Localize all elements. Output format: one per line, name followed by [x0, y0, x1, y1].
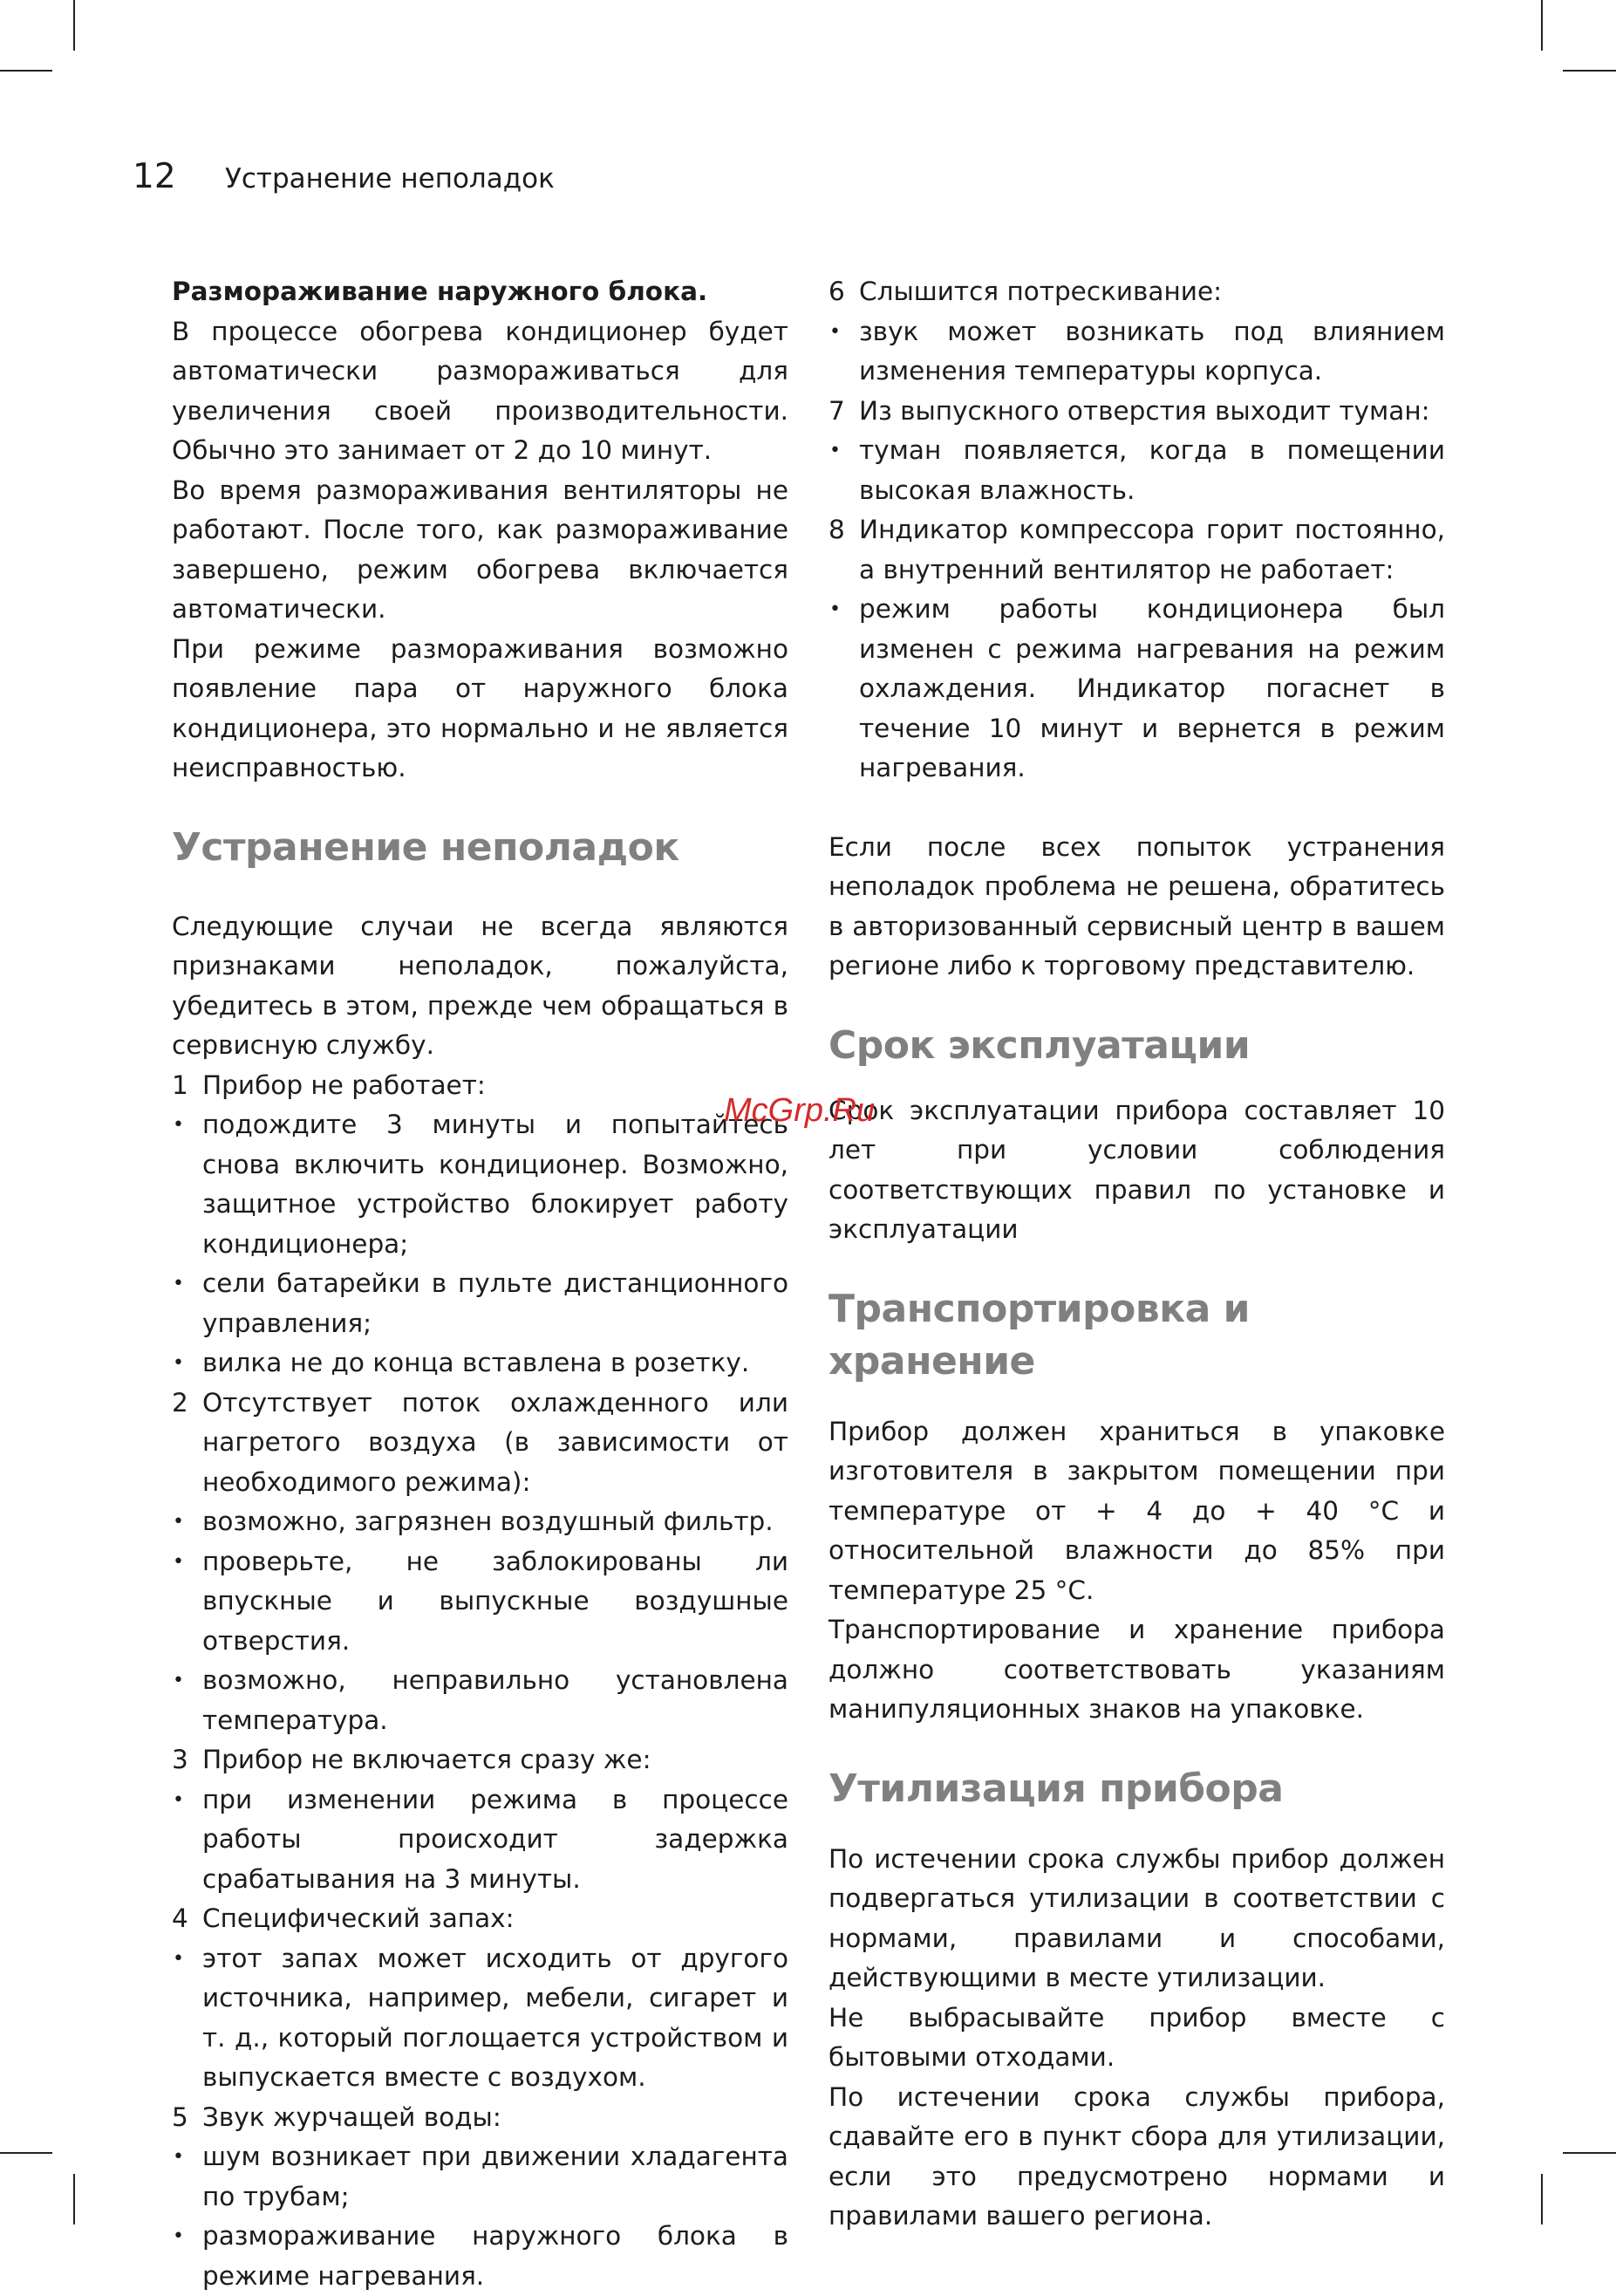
- running-title: Устранение неполадок: [225, 163, 555, 195]
- crop-mark-top-left-v: [73, 0, 75, 51]
- bullet-item: • подождите 3 минуты и попытайтесь снова включить кондиционер. Возможно, защитное устройство блокирует работу кондиционера;: [172, 1105, 788, 1264]
- bullet-item: • туман появляется, когда в помещении высокая влажность.: [828, 431, 1445, 510]
- numbered-item: 7 Из выпускного отверстия выходит туман:: [828, 392, 1445, 432]
- numbered-item: 3 Прибор не включается сразу же:: [172, 1740, 788, 1780]
- bullet-item: • при изменении режима в процессе работы происходит задержка срабатывания на 3 минуты.: [172, 1780, 788, 1900]
- transport-heading: Транспортировка и хранение: [828, 1283, 1445, 1388]
- crop-mark-bottom-left-h: [0, 2152, 52, 2154]
- bullet-item: • проверьте, не заблокированы ли впускные и выпускные воздушные отверстия.: [172, 1542, 788, 1662]
- bullet-item: • возможно, загрязнен воздушный фильтр.: [172, 1502, 788, 1542]
- defrost-paragraph-3: При режиме размораживания возможно появление пара от наружного блока кондиционера, это нормально и не является неисправностью.: [172, 630, 788, 789]
- crop-mark-bottom-right-v: [1541, 2174, 1543, 2224]
- crop-mark-top-right-h: [1563, 70, 1616, 72]
- troubleshooting-list-right: [828, 272, 1445, 789]
- bullet-item: • вилка не до конца вставлена в розетку.: [172, 1343, 788, 1384]
- transport-paragraph-1: Прибор должен храниться в упаковке изготовителя в закрытом помещении при температуре от + 4 до + 40 °C и относительной влажности до 85% при температуре 25 °C.: [828, 1412, 1445, 1611]
- crop-mark-top-right-v: [1541, 0, 1543, 51]
- troubleshooting-heading: Устранение неполадок: [172, 822, 788, 874]
- numbered-item: 4 Специфический запах:: [172, 1899, 788, 1939]
- numbered-item: 8 Индикатор компрессора горит постоянно, а внутренний вентилятор не работает:: [828, 510, 1445, 590]
- disposal-paragraph-2: Не выбрасывайте прибор вместе с бытовыми отходами.: [828, 1999, 1445, 2078]
- troubleshooting-list-left: [172, 1066, 788, 2296]
- defrost-paragraph-2: Во время размораживания вентиляторы не работают. После того, как размораживание завершено, режим обогрева включается автоматически.: [172, 471, 788, 630]
- disposal-heading: Утилизация прибора: [828, 1763, 1445, 1815]
- crop-mark-top-left-h: [0, 70, 52, 72]
- service-life-paragraph: Срок эксплуатации прибора составляет 10 лет при условии соблюдения соответствующих правил по установке и эксплуатации: [828, 1091, 1445, 1250]
- page-number: 12: [133, 157, 225, 196]
- defrost-title: Размораживание наружного блока.: [172, 272, 788, 312]
- numbered-item: 6 Слышится потрескивание:: [828, 272, 1445, 312]
- bullet-item: • размораживание наружного блока в режиме нагревания.: [172, 2217, 788, 2296]
- transport-paragraph-2: Транспортирование и хранение прибора должно соответствовать указаниям манипуляционных знаков на упаковке.: [828, 1610, 1445, 1730]
- crop-mark-bottom-right-h: [1563, 2152, 1616, 2154]
- troubleshooting-intro: Следующие случаи не всегда являются признаками неполадок, пожалуйста, убедитесь в этом, прежде чем обращаться в сервисную службу.: [172, 907, 788, 1066]
- watermark: McGrp.Ru: [724, 1092, 875, 1130]
- right-column: [828, 272, 1445, 2237]
- bullet-item: • этот запах может исходить от другого источника, например, мебели, сигарет и т. д., который поглощается устройством и выпускается вместе с воздухом.: [172, 1939, 788, 2098]
- bullet-item: • шум возникает при движении хладагента по трубам;: [172, 2137, 788, 2217]
- bullet-item: • возможно, неправильно установлена температура.: [172, 1661, 788, 1740]
- bullet-item: • сели батарейки в пульте дистанционного управления;: [172, 1264, 788, 1343]
- disposal-paragraph-3: По истечении срока службы прибора, сдавайте его в пункт сбора для утилизации, если это предусмотрено нормами и правилами вашего региона.: [828, 2078, 1445, 2237]
- bullet-item: • режим работы кондиционера был изменен с режима нагревания на режим охлаждения. Индикатор погаснет в течение 10 минут и вернется в режим нагревания.: [828, 590, 1445, 789]
- page-header: [133, 157, 555, 196]
- bullet-item: • звук может возникать под влиянием изменения температуры корпуса.: [828, 312, 1445, 392]
- disposal-paragraph-1: По истечении срока службы прибор должен подвергаться утилизации в соответствии с нормами, правилами и способами, действующими в месте утилизации.: [828, 1840, 1445, 1999]
- service-paragraph: Если после всех попыток устранения неполадок проблема не решена, обратитесь в авторизованный сервисный центр в вашем регионе либо к торговому представителю.: [828, 828, 1445, 987]
- service-life-heading: Срок эксплуатации: [828, 1020, 1445, 1072]
- defrost-paragraph-1: В процессе обогрева кондиционер будет автоматически размораживаться для увеличения своей производительности. Обычно это занимает от 2 до 10 минут.: [172, 312, 788, 471]
- numbered-item: 1 Прибор не работает:: [172, 1066, 788, 1106]
- numbered-item: 2 Отсутствует поток охлажденного или нагретого воздуха (в зависимости от необходимого режима):: [172, 1384, 788, 1503]
- left-column: [172, 272, 788, 2296]
- crop-mark-bottom-left-v: [73, 2174, 75, 2224]
- numbered-item: 5 Звук журчащей воды:: [172, 2098, 788, 2138]
